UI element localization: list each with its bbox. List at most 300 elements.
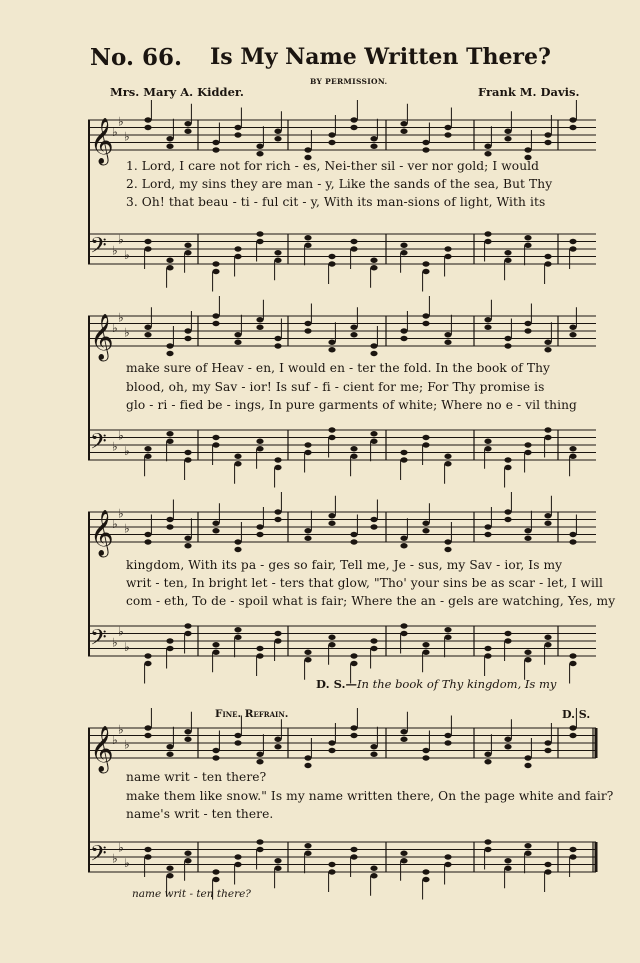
note-head	[304, 147, 311, 152]
note-head	[212, 261, 219, 266]
note-head	[166, 431, 173, 436]
note-head	[484, 847, 491, 852]
note-head	[544, 347, 551, 352]
hymn-number: No. 66.	[90, 44, 182, 71]
treble-clef-icon: 𝄞	[90, 510, 114, 556]
note-head	[256, 524, 263, 529]
note-head	[400, 129, 407, 134]
note-head	[304, 755, 311, 760]
note-head	[504, 858, 511, 863]
flat-icon: ♭	[124, 325, 130, 340]
note-head	[350, 446, 357, 451]
note-head	[370, 136, 377, 141]
note-head	[569, 854, 576, 859]
note-head	[422, 261, 429, 266]
note-head	[370, 431, 377, 436]
note-head	[422, 140, 429, 145]
note-head	[350, 246, 357, 251]
note-head	[184, 536, 191, 541]
bass-staff	[88, 422, 598, 476]
note-head	[504, 136, 511, 141]
note-head	[184, 450, 191, 455]
note-head	[274, 744, 281, 749]
note-head	[544, 435, 551, 440]
note-head	[304, 843, 311, 848]
note-head	[350, 733, 357, 738]
note-head	[444, 125, 451, 130]
flat-icon: ♭	[112, 125, 118, 139]
note-head	[184, 631, 191, 636]
note-head	[444, 246, 451, 251]
note-head	[484, 759, 491, 764]
note-head	[370, 517, 377, 522]
note-head	[304, 235, 311, 240]
note-head	[524, 321, 531, 326]
note-head	[422, 147, 429, 152]
note-head	[274, 866, 281, 871]
note-head	[484, 439, 491, 444]
flat-icon: ♭	[118, 114, 124, 129]
note-head	[544, 862, 551, 867]
note-head	[212, 321, 219, 326]
note-head	[166, 524, 173, 529]
flat-icon: ♭	[118, 232, 124, 247]
note-head	[166, 265, 173, 270]
note-head	[212, 442, 219, 447]
note-head	[274, 136, 281, 141]
note-head	[569, 246, 576, 251]
note-head	[212, 147, 219, 152]
note-head	[400, 243, 407, 248]
note-head	[484, 646, 491, 651]
note-head	[234, 254, 241, 259]
note-head	[304, 442, 311, 447]
note-head	[524, 843, 531, 848]
bass-staff	[88, 226, 598, 280]
bass-clef-icon: 𝄢	[90, 625, 107, 656]
lyric-verse-2: 2. Lord, my sins they are man - y, Like the sands of the sea, But Thy	[126, 177, 553, 191]
note-head	[212, 748, 219, 753]
note-head	[484, 317, 491, 322]
note-head	[350, 854, 357, 859]
flat-icon: ♭	[118, 624, 124, 639]
note-head	[544, 740, 551, 745]
note-head	[422, 869, 429, 874]
note-head	[184, 851, 191, 856]
note-head	[544, 261, 551, 266]
treble-staff	[88, 720, 598, 774]
note-head	[444, 547, 451, 552]
note-head	[328, 254, 335, 259]
note-head	[504, 465, 511, 470]
note-head	[484, 653, 491, 658]
note-head	[544, 635, 551, 640]
note-head	[256, 446, 263, 451]
lyric-verse-3: 3. Oh! that beau - ti - ful cit - y, With its man-sions of light, With its	[126, 195, 546, 209]
flat-icon: ♭	[118, 722, 124, 737]
note-head	[569, 117, 576, 122]
note-head	[544, 513, 551, 518]
flat-icon: ♭	[112, 635, 118, 650]
treble-clef-icon: 𝄞	[90, 726, 114, 772]
note-head	[144, 847, 151, 852]
note-head	[256, 231, 263, 236]
note-head	[184, 457, 191, 462]
note-head	[504, 517, 511, 522]
note-head	[234, 454, 241, 459]
ds-end-label: D. S.	[562, 708, 591, 721]
note-head	[504, 250, 511, 255]
note-head	[166, 646, 173, 651]
note-head	[524, 442, 531, 447]
lyric-verse-2: make them like snow." Is my name written there, On the page white and fair?	[126, 789, 614, 803]
note-head	[144, 239, 151, 244]
note-head	[234, 740, 241, 745]
note-head	[144, 454, 151, 459]
note-head	[184, 858, 191, 863]
note-head	[484, 151, 491, 156]
note-head	[234, 340, 241, 345]
system-bracket	[88, 728, 90, 872]
note-head	[524, 328, 531, 333]
note-head	[400, 729, 407, 734]
note-head	[422, 877, 429, 882]
note-head	[422, 528, 429, 533]
note-head	[144, 325, 151, 330]
note-head	[484, 752, 491, 757]
note-head	[504, 509, 511, 514]
note-head	[400, 851, 407, 856]
composer-credit: Frank M. Davis.	[478, 85, 580, 99]
note-head	[544, 521, 551, 526]
note-head	[400, 543, 407, 548]
bass-staff	[88, 834, 598, 888]
music-system-1	[88, 106, 598, 286]
note-head	[166, 439, 173, 444]
note-head	[370, 258, 377, 263]
flat-icon: ♭	[118, 840, 124, 855]
hymn-title: Is My Name Written There?	[210, 44, 551, 70]
treble-staff	[88, 308, 598, 362]
note-head	[484, 239, 491, 244]
flat-icon: ♭	[112, 243, 118, 258]
note-head	[184, 336, 191, 341]
note-head	[166, 517, 173, 522]
lyric-verse-2: writ - ten, In bright let - ters that glow, "Tho' your sins be as scar - let, I will	[126, 576, 603, 590]
note-head	[212, 521, 219, 526]
note-head	[144, 653, 151, 658]
system-bracket	[88, 512, 90, 656]
note-head	[184, 328, 191, 333]
note-head	[444, 132, 451, 137]
fine-refrain-label: Fine. Refrain.	[215, 708, 289, 720]
note-head	[569, 847, 576, 852]
note-head	[350, 125, 357, 130]
note-head	[524, 243, 531, 248]
note-head	[274, 638, 281, 643]
flat-icon: ♭	[112, 851, 118, 866]
lyric-verse-1: kingdom, With its pa - ges so fair, Tell me, Je - sus, my Sav - ior, Is my	[126, 558, 563, 572]
note-head	[422, 748, 429, 753]
note-head	[504, 129, 511, 134]
note-head	[400, 450, 407, 455]
note-head	[444, 254, 451, 259]
note-head	[524, 528, 531, 533]
note-head	[504, 744, 511, 749]
note-head	[256, 325, 263, 330]
lyricist-credit: Mrs. Mary A. Kidder.	[110, 85, 244, 99]
note-head	[524, 235, 531, 240]
note-head	[144, 661, 151, 666]
note-head	[484, 839, 491, 844]
bottom-lyric: name writ - ten there?	[132, 888, 251, 900]
note-head	[184, 543, 191, 548]
note-head	[144, 539, 151, 544]
note-head	[544, 642, 551, 647]
note-head	[144, 332, 151, 337]
note-head	[569, 125, 576, 130]
note-head	[400, 121, 407, 126]
treble-clef-icon: 𝄞	[90, 314, 114, 360]
note-head	[166, 752, 173, 757]
note-head	[328, 513, 335, 518]
note-head	[328, 862, 335, 867]
note-head	[504, 631, 511, 636]
flat-icon: ♭	[112, 733, 118, 747]
note-head	[569, 332, 576, 337]
note-head	[256, 646, 263, 651]
flat-icon: ♭	[118, 428, 124, 443]
note-head	[328, 748, 335, 753]
note-head	[370, 638, 377, 643]
note-head	[256, 439, 263, 444]
note-head	[234, 246, 241, 251]
note-head	[212, 140, 219, 145]
note-head	[256, 532, 263, 537]
note-head	[444, 635, 451, 640]
music-system-3	[88, 498, 616, 693]
note-head	[350, 539, 357, 544]
note-head	[370, 866, 377, 871]
note-head	[544, 254, 551, 259]
note-head	[328, 521, 335, 526]
note-head	[256, 759, 263, 764]
note-head	[304, 450, 311, 455]
note-head	[274, 129, 281, 134]
note-head	[234, 862, 241, 867]
note-head	[274, 250, 281, 255]
note-head	[212, 435, 219, 440]
note-head	[350, 454, 357, 459]
note-head	[422, 755, 429, 760]
system-bracket	[88, 120, 90, 264]
note-head	[166, 136, 173, 141]
note-head	[504, 258, 511, 263]
note-head	[256, 151, 263, 156]
lyric-verse-3: name's writ - ten there.	[126, 807, 274, 821]
note-head	[212, 269, 219, 274]
note-head	[212, 755, 219, 760]
note-head	[212, 642, 219, 647]
note-head	[304, 536, 311, 541]
note-head	[304, 763, 311, 768]
note-head	[569, 725, 576, 730]
note-head	[422, 435, 429, 440]
treble-clef-icon: 𝄞	[90, 118, 114, 164]
note-head	[544, 340, 551, 345]
note-head	[544, 427, 551, 432]
note-head	[184, 623, 191, 628]
note-head	[504, 343, 511, 348]
note-head	[524, 450, 531, 455]
flat-icon: ♭	[124, 856, 130, 870]
flat-icon: ♭	[124, 737, 130, 752]
note-head	[328, 427, 335, 432]
note-head	[212, 313, 219, 318]
note-head	[422, 269, 429, 274]
note-head	[400, 623, 407, 628]
treble-staff	[88, 504, 598, 558]
note-head	[234, 132, 241, 137]
note-head	[304, 851, 311, 856]
note-head	[370, 873, 377, 878]
note-head	[569, 733, 576, 738]
note-head	[444, 627, 451, 632]
note-head	[524, 657, 531, 662]
note-head	[234, 854, 241, 859]
note-head	[350, 532, 357, 537]
note-head	[234, 547, 241, 552]
note-head	[274, 465, 281, 470]
note-head	[524, 650, 531, 655]
note-head	[184, 243, 191, 248]
note-head	[544, 869, 551, 874]
note-head	[274, 258, 281, 263]
note-head	[350, 661, 357, 666]
bass-clef-icon: 𝄢	[90, 429, 107, 460]
note-head	[569, 446, 576, 451]
note-head	[328, 261, 335, 266]
bass-clef-icon: 𝄢	[90, 233, 107, 264]
note-head	[328, 347, 335, 352]
note-head	[274, 343, 281, 348]
note-head	[328, 132, 335, 137]
note-head	[422, 321, 429, 326]
note-head	[422, 642, 429, 647]
note-head	[524, 147, 531, 152]
note-head	[544, 140, 551, 145]
bass-staff	[88, 618, 598, 672]
note-head	[274, 509, 281, 514]
note-head	[484, 524, 491, 529]
note-head	[350, 117, 357, 122]
note-head	[400, 336, 407, 341]
lyric-verse-2: blood, oh, my Sav - ior! Is suf - fi - cient for me; For Thy promise is	[126, 380, 545, 394]
note-head	[444, 733, 451, 738]
note-head	[370, 646, 377, 651]
note-head	[234, 539, 241, 544]
note-head	[484, 446, 491, 451]
note-head	[328, 140, 335, 145]
treble-staff	[88, 112, 598, 166]
note-head	[569, 454, 576, 459]
note-head	[256, 839, 263, 844]
note-head	[274, 517, 281, 522]
lyric-verse-3: com - eth, To de - spoil what is fair; Where the an - gels are watching, Yes, my	[126, 594, 616, 608]
note-head	[234, 125, 241, 130]
flat-icon: ♭	[112, 439, 118, 454]
note-head	[256, 847, 263, 852]
note-head	[304, 321, 311, 326]
note-head	[166, 351, 173, 356]
note-head	[544, 748, 551, 753]
note-head	[166, 873, 173, 878]
note-head	[569, 239, 576, 244]
note-head	[234, 332, 241, 337]
note-head	[524, 851, 531, 856]
note-head	[212, 650, 219, 655]
note-head	[166, 258, 173, 263]
note-head	[370, 343, 377, 348]
note-head	[484, 325, 491, 330]
ds-label: D. S.—	[316, 677, 357, 691]
ds-text	[316, 677, 556, 691]
lyric-verse-1: name writ - ten there?	[126, 770, 267, 784]
note-head	[400, 457, 407, 462]
bass-clef-icon: 𝄢	[90, 841, 107, 872]
note-head	[569, 653, 576, 658]
note-head	[212, 869, 219, 874]
note-head	[569, 325, 576, 330]
note-head	[144, 246, 151, 251]
note-head	[328, 340, 335, 345]
flat-icon: ♭	[124, 640, 130, 654]
note-head	[422, 442, 429, 447]
note-head	[256, 653, 263, 658]
note-head	[144, 733, 151, 738]
flat-icon: ♭	[124, 444, 130, 458]
note-head	[524, 536, 531, 541]
flat-icon: ♭	[124, 521, 130, 536]
note-head	[422, 650, 429, 655]
note-head	[370, 744, 377, 749]
note-head	[256, 239, 263, 244]
note-head	[184, 729, 191, 734]
note-head	[328, 869, 335, 874]
flat-icon: ♭	[118, 506, 124, 521]
note-head	[184, 121, 191, 126]
note-head	[234, 627, 241, 632]
ds-lyric: In the book of Thy kingdom, Is my	[356, 677, 557, 691]
note-head	[444, 539, 451, 544]
note-head	[422, 521, 429, 526]
flat-icon: ♭	[112, 321, 118, 335]
note-head	[484, 144, 491, 149]
lyric-verse-1: make sure of Heav - en, I would en - ter the fold. In the book of Thy	[126, 361, 551, 375]
note-head	[274, 737, 281, 742]
note-head	[328, 740, 335, 745]
note-head	[400, 536, 407, 541]
flat-icon: ♭	[124, 248, 130, 262]
flat-icon: ♭	[124, 129, 130, 144]
note-head	[274, 336, 281, 341]
note-head	[212, 877, 219, 882]
music-system-4	[88, 708, 614, 908]
lyric-verse-3: glo - ri - fied be - ings, In pure garments of white; Where no e - vil thing	[126, 398, 577, 412]
note-head	[444, 332, 451, 337]
note-head	[400, 858, 407, 863]
lyric-verse-1: 1. Lord, I care not for rich - es, Nei-ther sil - ver nor gold; I would	[126, 159, 540, 173]
